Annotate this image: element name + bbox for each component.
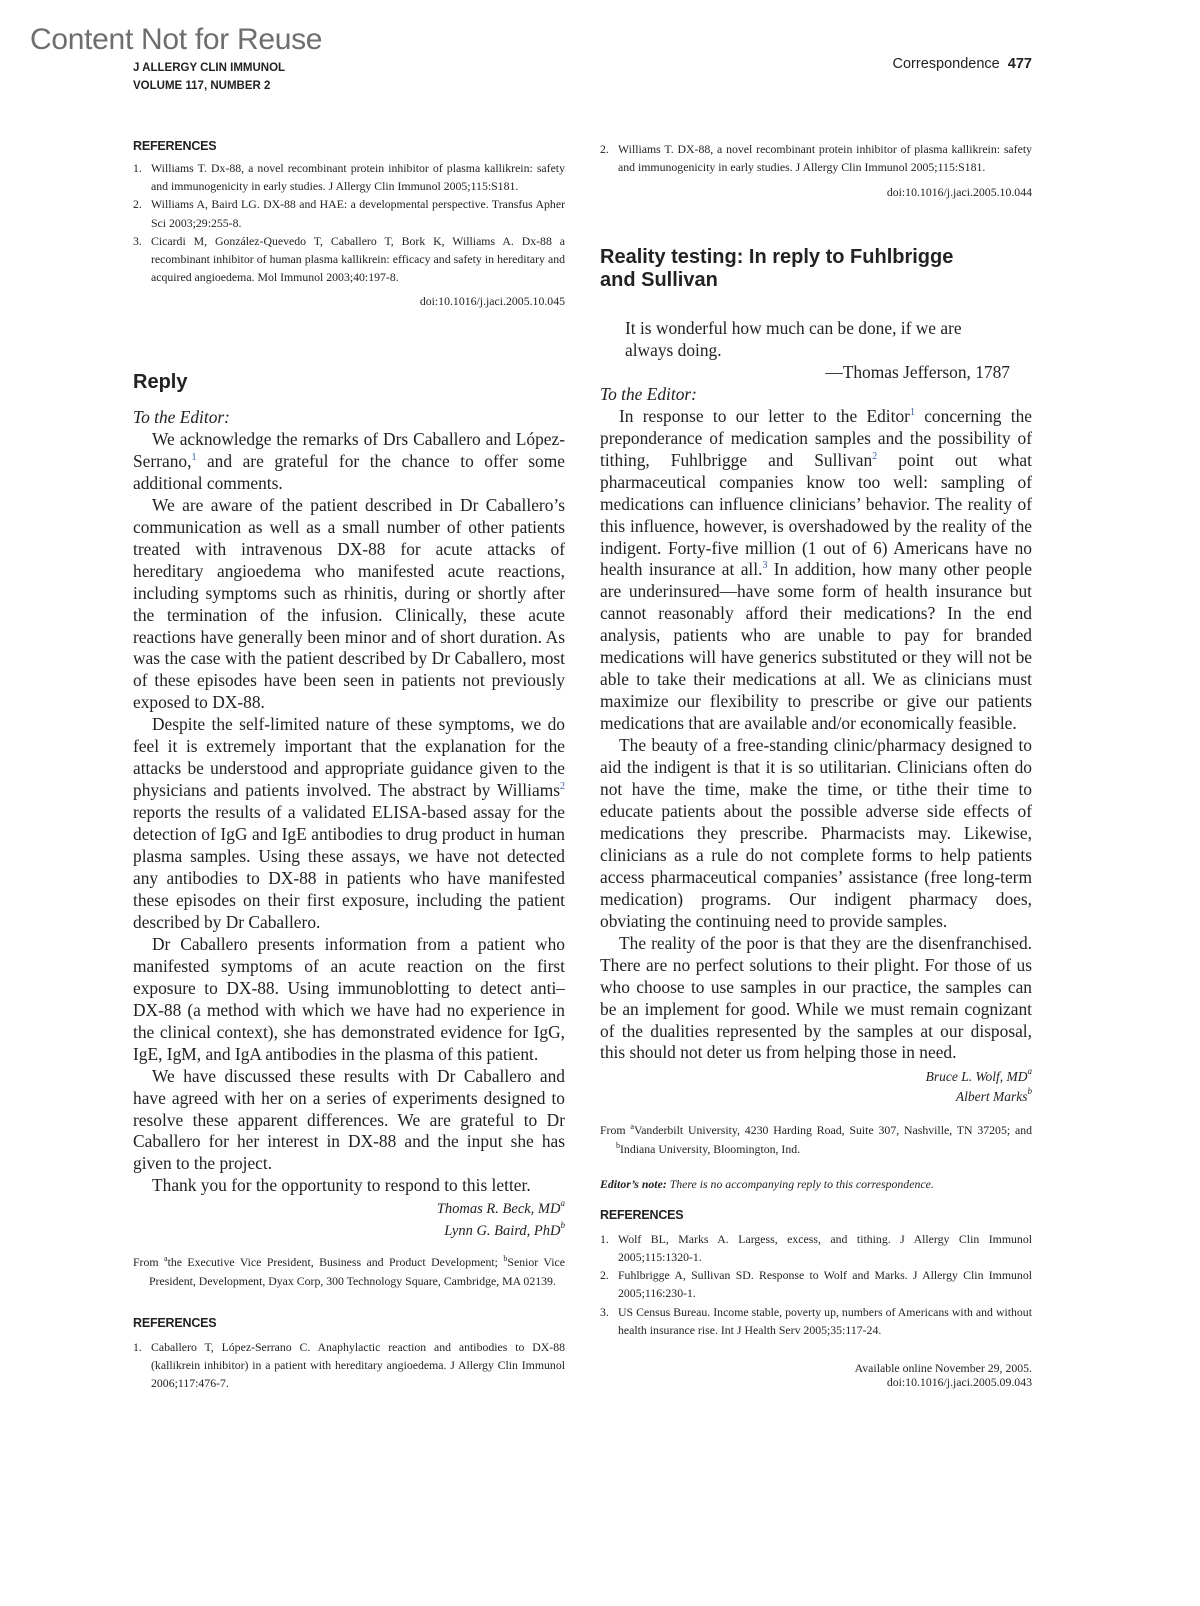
reference-text: Cicardi M, González-Quevedo T, Caballero T, Bork K, Williams A. Dx-88 a recombinant inhibitor of human plasma kallikrein: efficacy and safety in hereditary and acquired angioedema. Mol Immunol 2003;40:197-8. xyxy=(151,233,565,285)
reference-item xyxy=(133,195,565,231)
editors-note-label: Editor’s note: xyxy=(600,1176,667,1191)
author-name: Lynn G. Baird, PhD xyxy=(444,1223,561,1240)
affiliation-marker: b xyxy=(560,1220,565,1231)
paragraph: The beauty of a free-standing clinic/pharmacy designed to aid the indigent is that it is so utilitarian. Clinicians often do not have the time, make the time, or tithe their time to educate patients about the possible adverse side effects of medications they prescribe. Pharmacists may. Likewise, clinicians as a rule do not complete forms to help patients access pharmaceutical companies’ assistance (free long-term medication) programs. Our indigent pharmacy does, obviating the continuing need to provide samples. xyxy=(600,735,1032,931)
page-number: 477 xyxy=(1007,56,1032,72)
affiliation-marker: b xyxy=(1027,1086,1032,1097)
reference-item xyxy=(600,1303,1032,1339)
text: Senior Vice President, Development, Dyax Corp, 300 Technology Square, Cambridge, MA 02139. xyxy=(149,1255,565,1288)
author-name: Thomas R. Beck, MD xyxy=(436,1201,561,1218)
citation-link[interactable]: 2 xyxy=(872,450,878,462)
affiliations xyxy=(133,1253,565,1289)
editors-note-text: There is no accompanying reply to this correspondence. xyxy=(666,1176,934,1191)
section-name: Correspondence xyxy=(892,56,1000,72)
publication-info xyxy=(600,1361,1032,1389)
text: the Executive Vice President, Business and Product Development; xyxy=(167,1255,504,1270)
reference-number: 1. xyxy=(133,1339,142,1354)
reference-item xyxy=(600,1230,1032,1266)
journal-volume: VOLUME 117, NUMBER 2 xyxy=(133,80,271,92)
reference-item xyxy=(600,140,1032,176)
affiliation-marker: b xyxy=(503,1254,508,1264)
reference-item xyxy=(133,1338,565,1393)
reference-item xyxy=(133,159,565,195)
left-references-top xyxy=(133,139,565,309)
left-references-bottom xyxy=(133,1316,565,1393)
author-name: Albert Marks xyxy=(955,1089,1028,1105)
text: Indiana University, Bloomington, Ind. xyxy=(620,1141,801,1156)
author xyxy=(600,1067,1032,1087)
doi: doi:10.1016/j.jaci.2005.09.043 xyxy=(886,1375,1032,1390)
doi: doi:10.1016/j.jaci.2005.10.045 xyxy=(419,294,565,309)
text: From xyxy=(133,1255,165,1270)
reference-text: Wolf BL, Marks A. Largess, excess, and tithing. J Allergy Clin Immunol 2005;115:1320-1. xyxy=(618,1231,1032,1265)
reference-number: 2. xyxy=(600,142,609,156)
right-references-bottom xyxy=(600,1208,1032,1339)
reference-number: 2. xyxy=(600,1268,609,1283)
reference-number: 1. xyxy=(600,1231,609,1246)
paragraph xyxy=(133,429,565,495)
watermark: Content Not for Reuse xyxy=(30,23,323,56)
text: From xyxy=(600,1123,631,1138)
text: In response to our letter to the Editor xyxy=(619,405,910,426)
author-name: Bruce L. Wolf, MD xyxy=(925,1069,1028,1085)
doi: doi:10.1016/j.jaci.2005.10.044 xyxy=(886,185,1032,200)
text: Vanderbilt University, 4230 Harding Road, Suite 307, Nashville, TN 37205; and xyxy=(633,1123,1033,1138)
paragraph: Thank you for the opportunity to respond to this letter. xyxy=(152,1175,531,1196)
signature-block xyxy=(133,1198,565,1242)
author xyxy=(133,1198,565,1220)
text: Despite the self-limited nature of these symptoms, we do feel it is extremely important that the explanation for the attacks be understood and appropriate guidance given to the physicians and patients involved. The abstract by Williams xyxy=(133,714,565,801)
epigraph-text: It is wonderful how much can be done, if we are always doing. xyxy=(625,318,962,360)
author xyxy=(133,1220,565,1242)
reference-item xyxy=(600,1266,1032,1302)
reference-item xyxy=(133,232,565,287)
paragraph: We are aware of the patient described in Dr Caballero’s communication as well as a small number of other patients treated with intravenous DX-88 for acute attacks of hereditary angioedema who manifested acute reactions, including symptoms such as rhinitis, during or shortly after the termination of the infusion. Clinically, these acute reactions have generally been minor and of short duration. As was the case with the patient described by Dr Caballero, most of these episodes have been seen in patients not previously exposed to DX-88. xyxy=(133,494,565,713)
available-online: Available online November 29, 2005. xyxy=(854,1361,1032,1376)
text: and are grateful for the chance to offer some additional comments. xyxy=(133,450,565,493)
references-heading: REFERENCES xyxy=(133,139,217,153)
reference-text: Williams T. DX-88, a novel recombinant protein inhibitor of plasma kallikrein: safety and immunogenicity in early studies. J Allergy Clin Immunol 2005;115:S181. xyxy=(618,142,1032,175)
reference-text: US Census Bureau. Income stable, poverty up, numbers of Americans with and without health insurance rise. Int J Health Serv 2005;35:117-24. xyxy=(618,1304,1032,1337)
citation-link[interactable]: 1 xyxy=(191,451,197,463)
citation-link[interactable]: 2 xyxy=(560,781,565,793)
running-head-right xyxy=(893,56,1032,72)
text: reports the results of a validated ELISA-based assay for the detection of IgG and IgE antibodies to drug product in human plasma samples. Using these assays, we have not detected any antibodies to DX-88 in patients who have manifested these episodes on their first exposure, including the patient described by Dr Caballero. xyxy=(133,802,565,932)
reference-text: Williams A, Baird LG. DX-88 and HAE: a developmental perspective. Transfus Apher Sci 2003;29:255-8. xyxy=(151,197,565,230)
epigraph xyxy=(625,318,1010,384)
reference-number: 1. xyxy=(133,161,142,175)
left-article-flow xyxy=(133,371,565,1392)
text: In addition, how many other people are underinsured—have some form of health insurance but cannot reasonably afford their medications? In the end analysis, patients who are unable to pay for branded medications will have generics substituted or they will not be able to take their medications at all. We as clinicians must maximize our flexibility to prescribe or give our patients medications that are available and/or economically feasible. xyxy=(600,559,1032,734)
affiliation-marker: a xyxy=(560,1198,565,1209)
affiliation-marker: a xyxy=(1027,1066,1032,1077)
right-article-flow xyxy=(600,246,1032,1389)
reference-number: 3. xyxy=(600,1304,609,1319)
references-heading: REFERENCES xyxy=(133,1315,217,1330)
references-heading: REFERENCES xyxy=(600,1207,684,1222)
article-body xyxy=(600,384,1032,1065)
running-head-left xyxy=(133,59,285,95)
paragraph: We have discussed these results with Dr Caballero and have agreed with her on a series of experiments designed to resolve these apparent differences. We are grateful to Dr Caballero for her interest in DX-88 and the input she has given to the project. xyxy=(133,1065,565,1174)
article-title: Reality testing: In reply to Fuhlbrigge and Sullivan xyxy=(600,246,954,291)
salutation: To the Editor: xyxy=(600,383,697,404)
text: concerning the preponderance of medication samples and the possibility of tithing, Fuhlbrigge and Sullivan xyxy=(600,405,1032,470)
epigraph-attribution: —Thomas Jefferson, 1787 xyxy=(825,361,1010,382)
author xyxy=(600,1087,1032,1107)
text: We acknowledge the remarks of Drs Caballero and López-Serrano, xyxy=(133,428,565,471)
citation-link[interactable]: 3 xyxy=(762,560,768,572)
reference-list xyxy=(133,1338,565,1393)
signature-block xyxy=(600,1067,1032,1107)
paragraph xyxy=(133,714,565,934)
reference-list xyxy=(600,140,1032,176)
reference-list xyxy=(133,159,565,286)
reply-body xyxy=(133,407,565,1197)
reference-text: Fuhlbrigge A, Sullivan SD. Response to Wolf and Marks. J Allergy Clin Immunol 2005;116:230-1. xyxy=(618,1268,1032,1301)
reference-text: Williams T. Dx-88, a novel recombinant protein inhibitor of plasma kallikrein: safety and immunogenicity in early studies. J Allergy Clin Immunol 2005;115:S181. xyxy=(151,161,565,194)
reference-text: Caballero T, López-Serrano C. Anaphylactic reaction and antibodies to DX-88 (kallikrein inhibitor) in a patient with hereditary angioedema. J Allergy Clin Immunol 2006;117:476-7. xyxy=(151,1339,565,1391)
affiliations xyxy=(600,1121,1032,1157)
text: point out what pharmaceutical companies know too well: sampling of medications can influence clinicians’ behavior. The reality of this influence, however, is overshadowed by the reality of the indigent. Forty-five million (1 out of 6) Americans have no health insurance at all. xyxy=(600,449,1032,580)
paragraph: Dr Caballero presents information from a patient who manifested symptoms of an acute reaction on the first exposure to DX-88. Using immunoblotting to detect anti–DX-88 (a method with which we have had no experience in the clinical context), she has demonstrated evidence for IgG, IgE, IgM, and IgA antibodies in the plasma of this patient. xyxy=(133,933,565,1064)
reference-list xyxy=(600,1230,1032,1339)
journal-name: J ALLERGY CLIN IMMUNOL xyxy=(133,62,286,74)
citation-link[interactable]: 1 xyxy=(909,406,915,418)
paragraph: The reality of the poor is that they are the disenfranchised. There are no perfect solutions to their plight. For those of us who choose to use samples in our practice, the samples can be an implement for good. While we must remain cognizant of the dualities represented by the samples at our disposal, this should not deter us from helping those in need. xyxy=(600,932,1032,1063)
article-title: Reply xyxy=(133,371,188,393)
reference-number: 3. xyxy=(133,233,142,248)
editors-note xyxy=(600,1176,1032,1192)
affiliation-marker: a xyxy=(630,1122,634,1132)
affiliation-marker: b xyxy=(616,1140,620,1150)
affiliation-marker: a xyxy=(164,1254,168,1264)
paragraph xyxy=(600,406,1032,735)
right-references-top xyxy=(600,140,1032,200)
salutation: To the Editor: xyxy=(133,407,230,427)
reference-number: 2. xyxy=(133,197,142,212)
